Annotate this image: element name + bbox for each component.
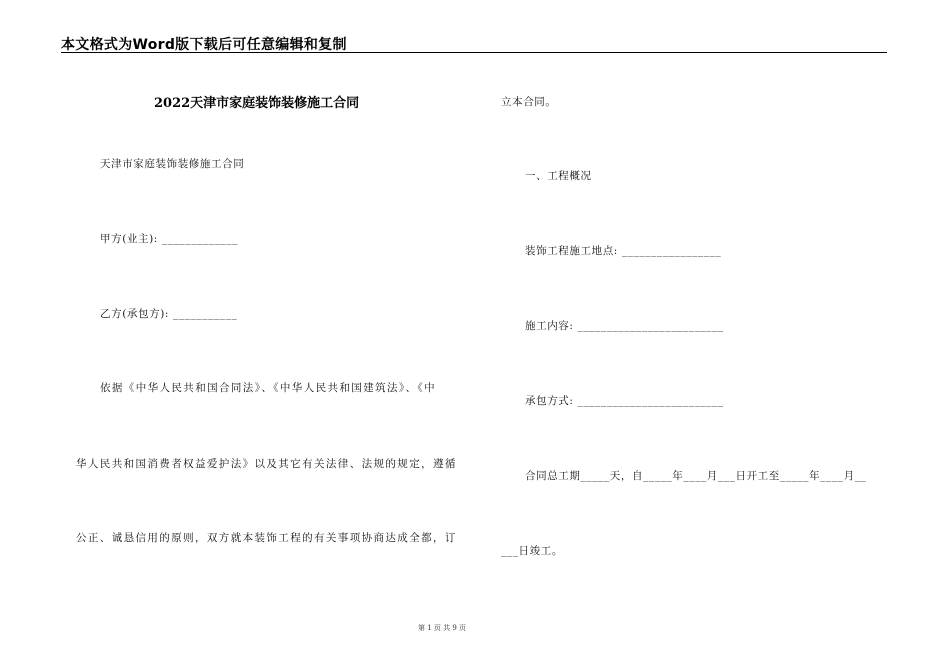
party-b-line: 乙方(承包方): ___________ [100,308,238,320]
work-content-line: 施工内容: _________________________ [525,320,724,332]
document-title: 2022天津市家庭装饰装修施工合同 [154,96,360,111]
body-paragraph-line: 公正、诚恳信用的原则，双方就本装饰工程的有关事项协商达成全都，订 [76,532,457,544]
page-header: 本文格式为Word版下载后可任意编辑和复制 [61,37,347,53]
header-divider [61,52,887,53]
body-paragraph-line: 依据《中华人民共和国合同法》、《中华人民共和国建筑法》、《中 [100,382,436,394]
page-number: 第 1 页 共 9 页 [417,624,467,632]
section-heading: 一、工程概况 [525,170,592,182]
contract-name-line: 天津市家庭装饰装修施工合同 [100,158,245,170]
party-a-line: 甲方(业主): _____________ [100,233,238,245]
contract-method-line: 承包方式: _________________________ [525,395,724,407]
body-paragraph-line: 立本合同。 [501,96,557,108]
duration-line: 合同总工期_____天，自_____年____月___日开工至_____年____月__ [525,470,867,482]
body-paragraph-line: 华人民共和国消费者权益爱护法》以及其它有关法律、法规的规定，遵循 [76,458,457,470]
site-location-line: 装饰工程施工地点: _________________ [525,245,722,257]
duration-line-end: ___日竣工。 [501,545,563,557]
